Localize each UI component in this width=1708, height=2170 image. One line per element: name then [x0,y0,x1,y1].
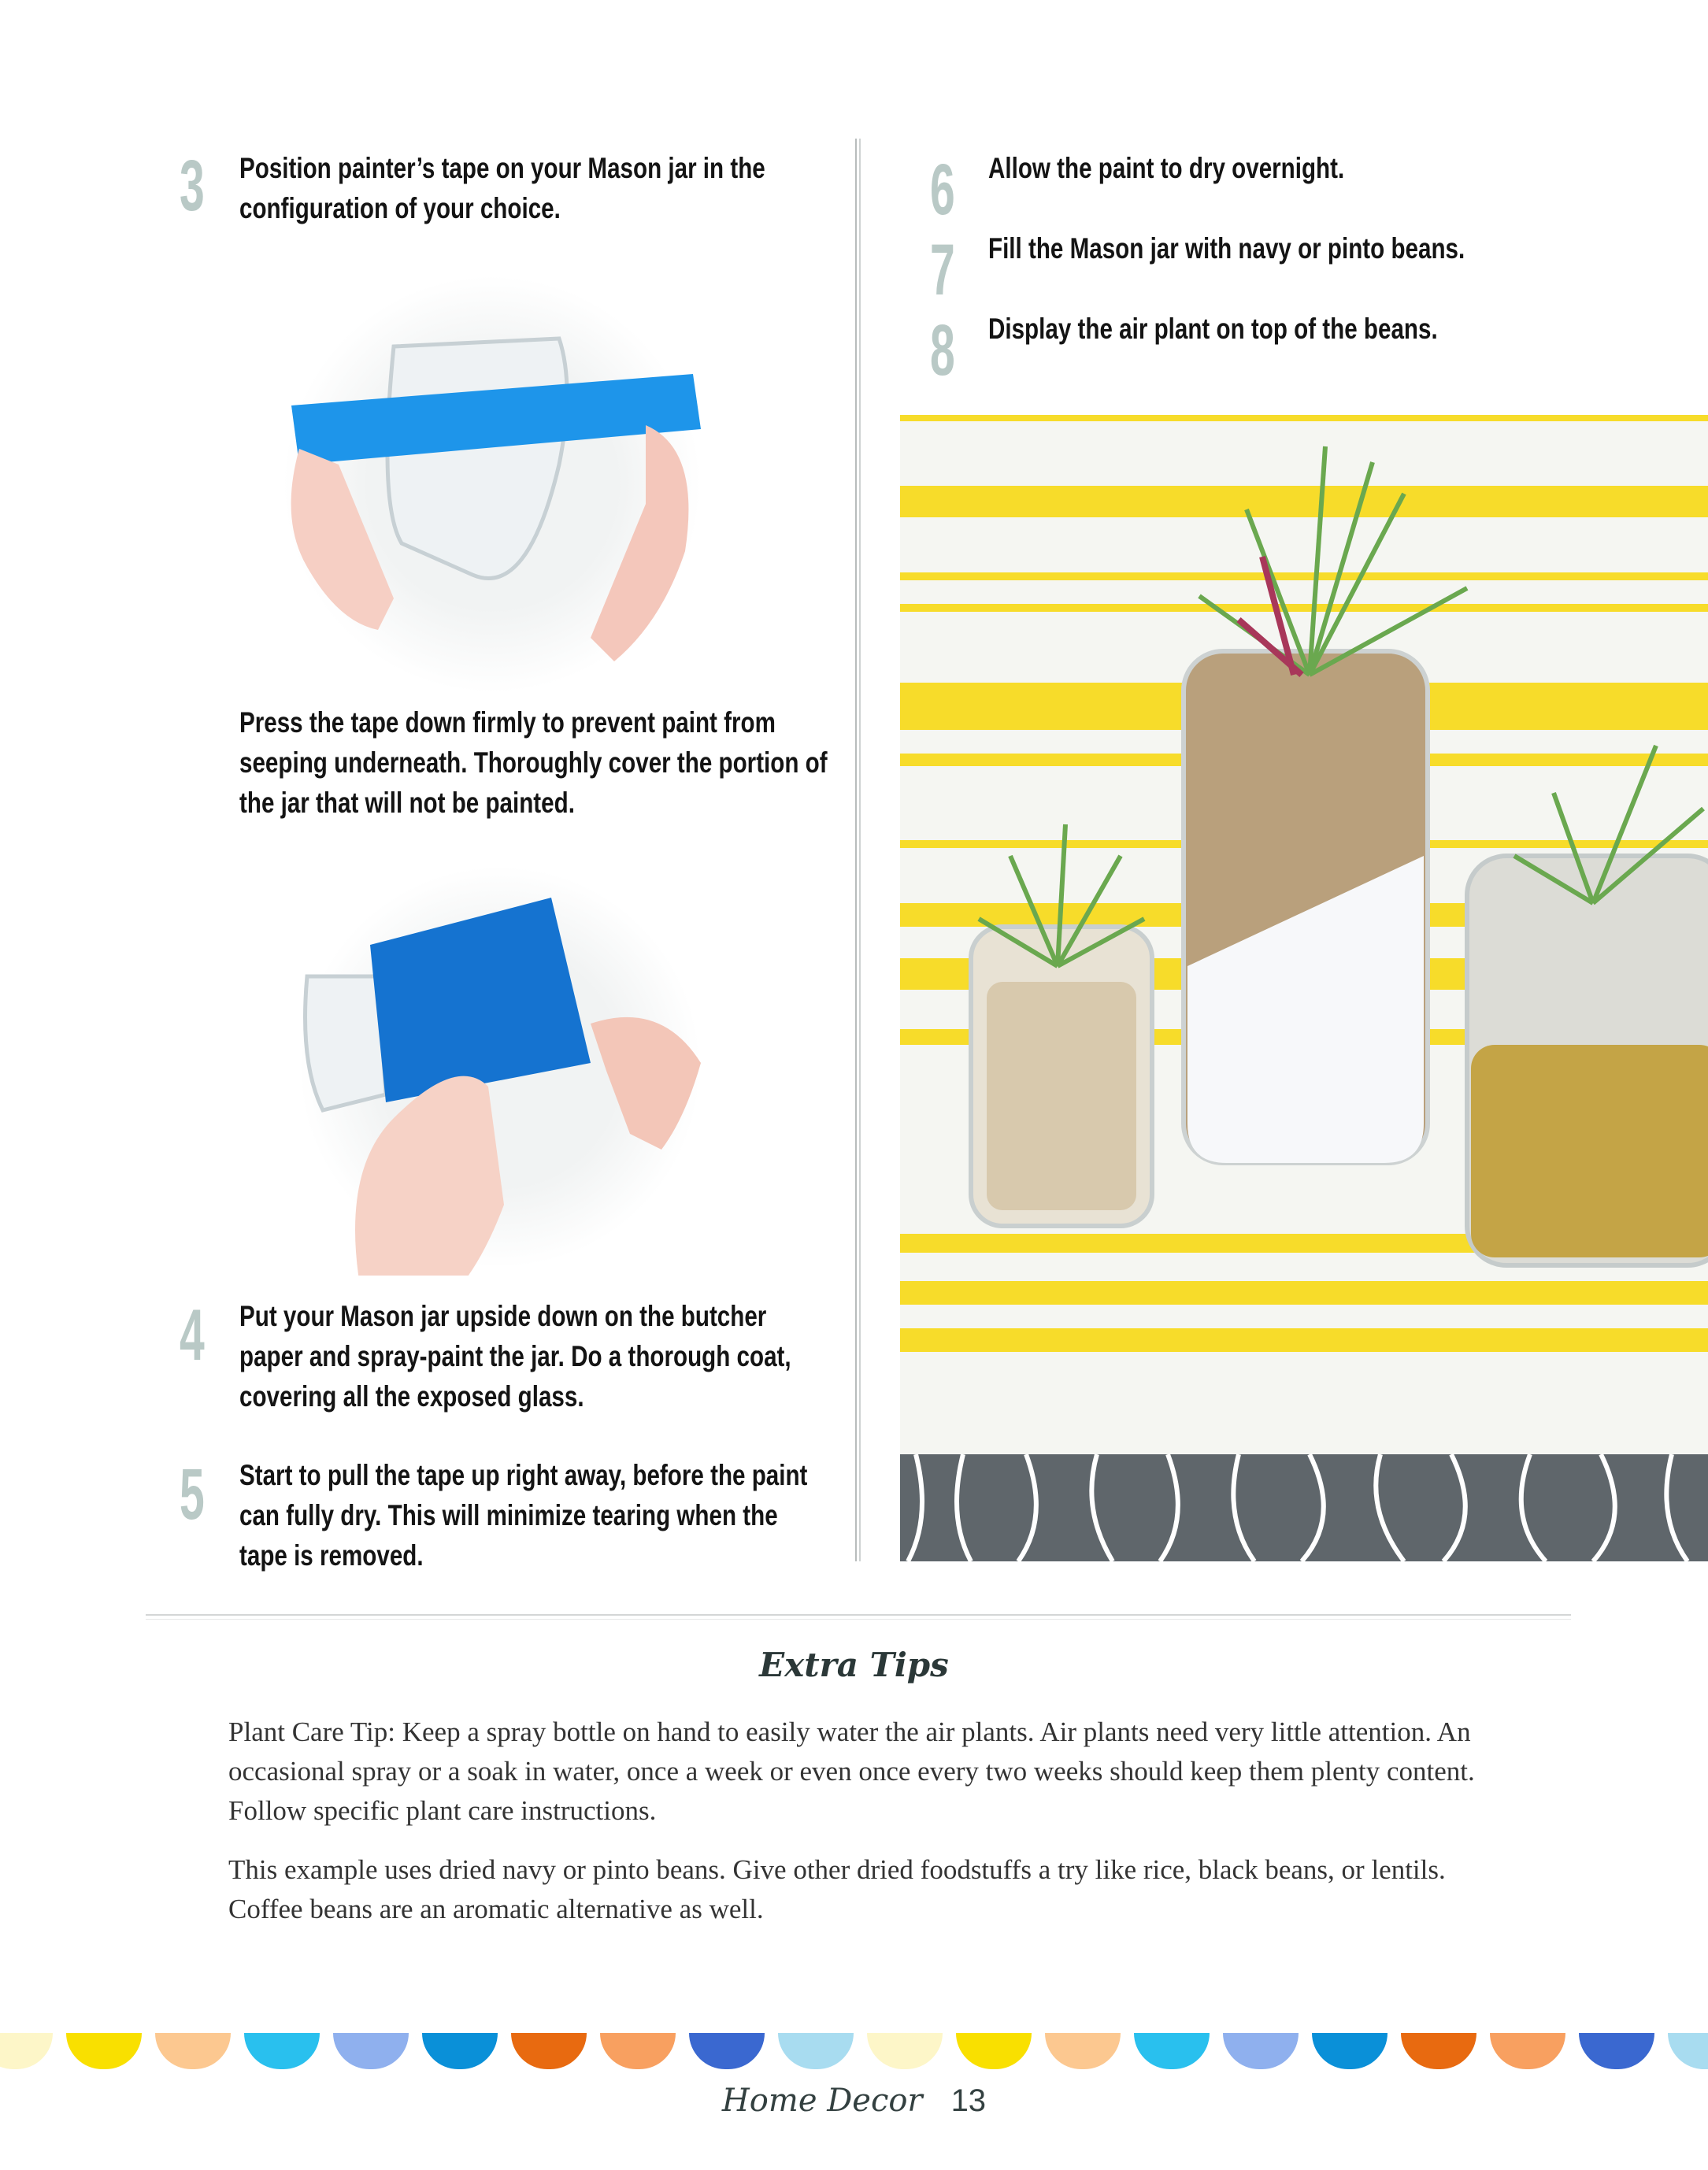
scallop [1401,2033,1476,2069]
step-number-6: 6 [930,150,955,230]
photo-taping-jar [276,268,709,701]
scallop [600,2033,676,2069]
scallop [1490,2033,1565,2069]
extra-tips-heading: Extra Tips [759,1646,949,1684]
step-6-text: Allow the paint to dry overnight. [988,152,1345,184]
step-number-8: 8 [930,310,955,391]
scallop [1134,2033,1210,2069]
scallop [1668,2033,1708,2069]
page-number: 13 [950,2083,987,2118]
scallop [511,2033,587,2069]
column-divider [855,139,861,1561]
scallop [1223,2033,1299,2069]
section-divider [146,1614,1571,1620]
photo-finished-jars [900,415,1708,1561]
tip-paragraph-2: This example uses dried navy or pinto beans. Give other dried foodstuffs a try like rice, black beans, or lentils. Coffee beans are an aromatic alternative as well. [228,1854,1446,1924]
step-8-text: Display the air plant on top of the beans. [988,313,1438,345]
scallop [778,2033,854,2069]
step-number-5: 5 [180,1454,205,1535]
page-footer [0,2083,1708,2119]
scallop [1045,2033,1121,2069]
step-3-text: Position painter’s tape on your Mason jar in the configuration of your choice. [239,152,765,224]
scallop [66,2033,142,2069]
scallop [155,2033,231,2069]
step-press-tape-text: Press the tape down firmly to prevent paint from seeping underneath. Thoroughly cover the portion of the jar that will not be painted. [239,706,828,819]
scallop [956,2033,1032,2069]
step-5-text: Start to pull the tape up right away, before the paint can fully dry. This will minimize tearing when the tape is removed. [239,1459,808,1572]
step-number-3: 3 [180,146,205,226]
scallop [422,2033,498,2069]
tip-paragraph-1: Plant Care Tip: Keep a spray bottle on hand to easily water the air plants. Air plants need very little attention. An occasional spray or a soak in water, once a week or even once every two weeks should keep them plenty content. Follow specific plant care instructions. [228,1716,1475,1826]
scallop [1312,2033,1388,2069]
scallop [689,2033,765,2069]
scallop [867,2033,943,2069]
photo-pressing-tape [291,858,709,1276]
step-number-7: 7 [930,230,955,310]
step-number-4: 4 [180,1295,205,1376]
scallop [0,2033,53,2069]
scallop [333,2033,409,2069]
scallop [244,2033,320,2069]
scallop [1579,2033,1654,2069]
footer-section-title: Home Decor [721,2083,923,2119]
step-4-text: Put your Mason jar upside down on the butcher paper and spray-paint the jar. Do a thorough coat, covering all the exposed glass. [239,1300,791,1413]
step-7-text: Fill the Mason jar with navy or pinto beans. [988,232,1465,265]
